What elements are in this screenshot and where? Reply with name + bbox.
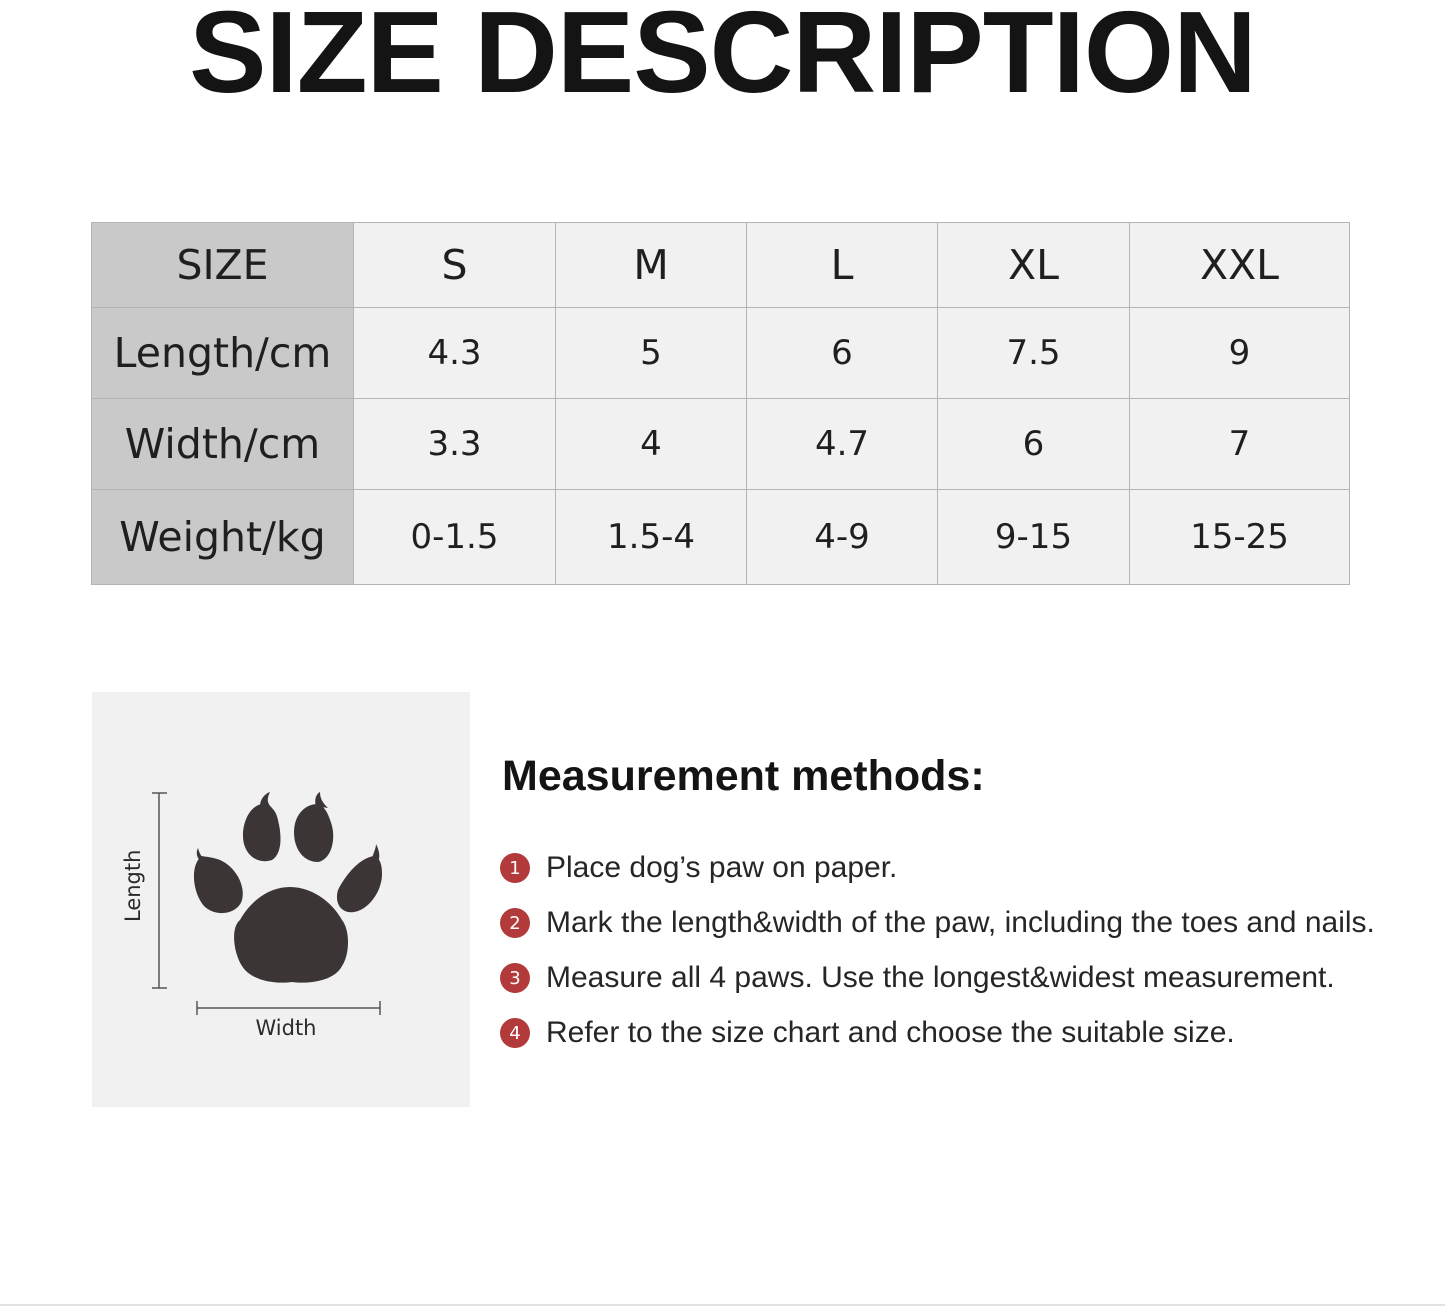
table-cell: 15-25 [1130, 490, 1350, 585]
table-row-width [92, 399, 1350, 490]
row-label-length: Length/cm [92, 308, 354, 399]
step-text: Place dog’s paw on paper. [546, 851, 898, 884]
size-xxl-header: XXL [1130, 223, 1350, 308]
table-cell: 5 [556, 308, 747, 399]
size-xl-header: XL [938, 223, 1130, 308]
page-title: SIZE DESCRIPTION [189, 0, 1256, 117]
step-3 [500, 958, 1335, 998]
table-cell: 9 [1130, 308, 1350, 399]
length-dimension-line [152, 793, 167, 988]
paw-diagram [92, 692, 470, 1107]
row-label-weight: Weight/kg [92, 490, 354, 585]
table-cell: 4.7 [747, 399, 938, 490]
step-text: Measure all 4 paws. Use the longest&widest measurement. [546, 961, 1335, 994]
table-cell: 7 [1130, 399, 1350, 490]
paw-diagram-panel [92, 692, 470, 1107]
step-number-badge: 1 [500, 853, 530, 883]
table-cell: 6 [938, 399, 1130, 490]
table-header-row [92, 223, 1350, 308]
size-table [91, 222, 1350, 585]
step-text: Refer to the size chart and choose the suitable size. [546, 1016, 1235, 1049]
bottom-divider [0, 1304, 1445, 1306]
table-cell: 0-1.5 [354, 490, 556, 585]
table-cell: 1.5-4 [556, 490, 747, 585]
table-row-length [92, 308, 1350, 399]
paw-print-icon [194, 792, 382, 983]
table-cell: 4-9 [747, 490, 938, 585]
width-label: Width [255, 1016, 317, 1040]
size-l-header: L [747, 223, 938, 308]
table-cell: 3.3 [354, 399, 556, 490]
size-m-header: M [556, 223, 747, 308]
table-cell: 4 [556, 399, 747, 490]
table-cell: 7.5 [938, 308, 1130, 399]
size-s-header: S [354, 223, 556, 308]
step-1 [500, 848, 897, 888]
row-label-width: Width/cm [92, 399, 354, 490]
table-row-weight [92, 490, 1350, 585]
width-dimension-line [197, 1001, 380, 1015]
step-number-badge: 2 [500, 908, 530, 938]
step-text: Mark the length&width of the paw, including the toes and nails. [546, 906, 1375, 939]
table-cell: 9-15 [938, 490, 1130, 585]
size-header-cell: SIZE [92, 223, 354, 308]
step-4 [500, 1013, 1235, 1053]
length-label: Length [121, 849, 145, 922]
table-cell: 4.3 [354, 308, 556, 399]
step-number-badge: 4 [500, 1018, 530, 1048]
methods-heading: Measurement methods: [502, 752, 985, 800]
table-cell: 6 [747, 308, 938, 399]
step-number-badge: 3 [500, 963, 530, 993]
step-2 [500, 903, 1375, 943]
